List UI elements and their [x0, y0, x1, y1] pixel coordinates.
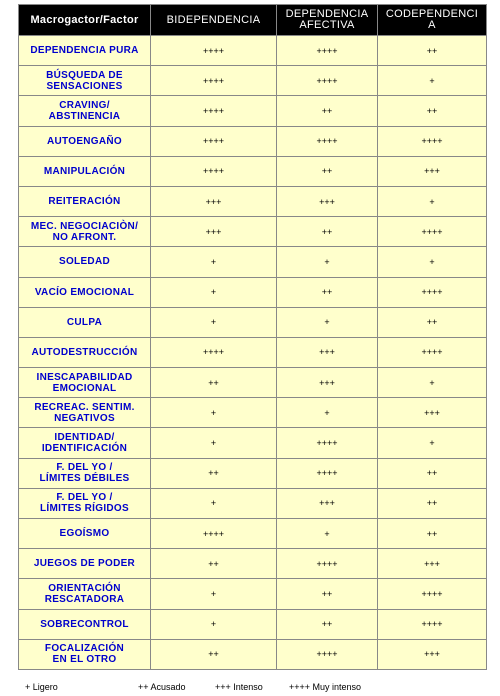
codependencia-value: +	[378, 186, 487, 216]
codependencia-value: +	[378, 428, 487, 458]
codependencia-value: +	[378, 66, 487, 96]
table-row	[19, 307, 487, 337]
bidependencia-value: ++++	[151, 519, 277, 549]
bidependencia-value: ++++	[151, 66, 277, 96]
header-codep-line1: CODEPENDENCI	[385, 8, 479, 20]
table-row	[19, 519, 487, 549]
table-row	[19, 639, 487, 669]
factor-label: NEGATIVOS	[54, 412, 115, 424]
table-row	[19, 398, 487, 428]
codependencia-value: +++	[378, 398, 487, 428]
factor-label: CULPA	[66, 316, 103, 328]
legend-ligero: + Ligero	[25, 682, 58, 692]
factor-label: VACÍO EMOCIONAL	[34, 286, 135, 298]
header-dep-line1: DEPENDENCIA	[285, 8, 369, 20]
dependencia-afectiva-value: ++++	[277, 549, 378, 579]
table-row	[19, 368, 487, 398]
codependencia-value: ++	[378, 458, 487, 488]
table-row	[19, 277, 487, 307]
header-factor-label: Macrogactor/Factor	[30, 13, 139, 26]
factor-cell	[19, 488, 151, 518]
factor-label: REITERACIÓN	[48, 196, 121, 208]
table-row	[19, 609, 487, 639]
bidependencia-value: +++	[151, 217, 277, 247]
factor-label: ORIENTACIÓN	[48, 582, 121, 594]
factor-label: SOLEDAD	[59, 256, 110, 268]
bidependencia-value: +	[151, 579, 277, 609]
dependencia-afectiva-value: +	[277, 247, 378, 277]
table-row	[19, 247, 487, 277]
factor-cell	[19, 609, 151, 639]
factor-cell	[19, 277, 151, 307]
header-dep-line2: AFECTIVA	[299, 19, 355, 31]
bidependencia-value: ++++	[151, 96, 277, 126]
factor-cell	[19, 368, 151, 398]
factor-label: MANIPULACIÓN	[43, 165, 126, 177]
codependencia-value: ++++	[378, 579, 487, 609]
codependencia-value: ++++	[378, 277, 487, 307]
bidependencia-value: +	[151, 609, 277, 639]
factor-label: EN EL OTRO	[52, 654, 117, 666]
codependencia-value: ++	[378, 96, 487, 126]
factor-label: BÚSQUEDA DE	[46, 69, 123, 81]
bidependencia-value: ++	[151, 549, 277, 579]
factor-cell	[19, 186, 151, 216]
codependencia-value: ++++	[378, 609, 487, 639]
legend-intenso: +++ Intenso	[215, 682, 263, 692]
table-row	[19, 126, 487, 156]
bidependencia-value: +	[151, 277, 277, 307]
table-row	[19, 579, 487, 609]
factor-cell	[19, 337, 151, 367]
dependencia-afectiva-value: +++	[277, 337, 378, 367]
factor-cell	[19, 217, 151, 247]
factor-label: LÍMITES RÍGIDOS	[40, 503, 129, 515]
header-dependencia-afectiva	[277, 5, 378, 36]
factor-label: DEPENDENCIA PURA	[30, 45, 139, 57]
factor-label: INESCAPABILIDAD	[36, 371, 133, 383]
header-bidependencia	[151, 5, 277, 36]
codependencia-value: ++++	[378, 217, 487, 247]
factor-cell	[19, 639, 151, 669]
factor-label: AUTOENGAÑO	[46, 135, 123, 147]
codependencia-value: +	[378, 368, 487, 398]
dependencia-afectiva-value: +	[277, 307, 378, 337]
factor-cell	[19, 247, 151, 277]
table-row	[19, 549, 487, 579]
bidependencia-value: ++	[151, 368, 277, 398]
factor-label: SENSACIONES	[46, 80, 123, 92]
codependencia-value: ++++	[378, 126, 487, 156]
bidependencia-value: ++++	[151, 156, 277, 186]
dependencia-afectiva-value: ++	[277, 609, 378, 639]
codependencia-value: +++	[378, 549, 487, 579]
factor-label: IDENTIDAD/	[54, 432, 115, 444]
dependencia-afectiva-value: ++++	[277, 66, 378, 96]
factor-label: FOCALIZACIÓN	[44, 643, 125, 655]
codependencia-value: +++	[378, 156, 487, 186]
table-body	[19, 36, 487, 670]
codependencia-value: +	[378, 247, 487, 277]
factor-cell	[19, 579, 151, 609]
dependencia-afectiva-value: ++	[277, 217, 378, 247]
factor-label: ABSTINENCIA	[48, 110, 121, 122]
dependencia-afectiva-value: ++++	[277, 36, 378, 66]
bidependencia-value: ++++	[151, 126, 277, 156]
bidependencia-value: ++++	[151, 36, 277, 66]
factor-cell	[19, 398, 151, 428]
bidependencia-value: +	[151, 488, 277, 518]
factor-label: SOBRECONTROL	[40, 618, 129, 630]
table-row	[19, 458, 487, 488]
table-row	[19, 96, 487, 126]
codependencia-value: ++	[378, 488, 487, 518]
header-factor	[19, 5, 151, 36]
dependencia-afectiva-value: ++++	[277, 428, 378, 458]
factor-label: MEC. NEGOCIACIÒN/	[30, 220, 139, 232]
factor-label: LÍMITES DÉBILES	[39, 473, 130, 485]
header-codependencia	[378, 5, 487, 36]
dependencia-afectiva-value: +	[277, 519, 378, 549]
factor-label: EGOÍSMO	[59, 528, 110, 540]
bidependencia-value: +	[151, 247, 277, 277]
table-row	[19, 66, 487, 96]
dependencia-afectiva-value: +	[277, 398, 378, 428]
factor-label: RESCATADORA	[44, 593, 125, 605]
bidependencia-value: ++	[151, 458, 277, 488]
factor-cell	[19, 36, 151, 66]
dependencia-afectiva-value: ++	[277, 96, 378, 126]
factor-label: RECREAC. SENTIM.	[34, 401, 135, 413]
header-codep-line2: A	[428, 19, 436, 31]
bidependencia-value: +	[151, 428, 277, 458]
dependencia-afectiva-value: +++	[277, 368, 378, 398]
bidependencia-value: +	[151, 307, 277, 337]
dependencia-afectiva-value: ++	[277, 156, 378, 186]
legend-acusado: ++ Acusado	[138, 682, 186, 692]
bidependencia-value: ++	[151, 639, 277, 669]
codependencia-value: ++	[378, 36, 487, 66]
table-row	[19, 217, 487, 247]
factor-cell	[19, 307, 151, 337]
factor-cell	[19, 428, 151, 458]
factor-cell	[19, 549, 151, 579]
table-row	[19, 428, 487, 458]
dependencia-afectiva-value: ++++	[277, 126, 378, 156]
codependencia-value: ++	[378, 307, 487, 337]
factor-label: JUEGOS DE PODER	[33, 558, 136, 570]
factor-label: AUTODESTRUCCIÓN	[31, 346, 138, 358]
table-row	[19, 186, 487, 216]
factor-cell	[19, 96, 151, 126]
dependencia-afectiva-value: +++	[277, 488, 378, 518]
bidependencia-value: ++++	[151, 337, 277, 367]
factor-label: CRAVING/	[59, 99, 110, 111]
dependencia-afectiva-value: ++++	[277, 458, 378, 488]
factor-table	[18, 4, 487, 670]
factor-label: IDENTIFICACIÓN	[41, 443, 128, 455]
factor-cell	[19, 458, 151, 488]
table-row	[19, 156, 487, 186]
table-row	[19, 337, 487, 367]
factor-label: F. DEL YO /	[56, 462, 113, 474]
dependencia-afectiva-value: ++++	[277, 639, 378, 669]
header-bidependencia-label: BIDEPENDENCIA	[166, 13, 261, 26]
factor-label: NO AFRONT.	[52, 231, 117, 243]
dependencia-afectiva-value: ++	[277, 277, 378, 307]
legend-muy-intenso: ++++ Muy intenso	[289, 682, 362, 692]
table-row	[19, 36, 487, 66]
factor-cell	[19, 126, 151, 156]
factor-cell	[19, 519, 151, 549]
factor-cell	[19, 156, 151, 186]
header-row	[19, 5, 487, 36]
codependencia-value: ++++	[378, 337, 487, 367]
bidependencia-value: +	[151, 398, 277, 428]
codependencia-value: +++	[378, 639, 487, 669]
factor-label: EMOCIONAL	[52, 382, 117, 394]
bidependencia-value: +++	[151, 186, 277, 216]
codependencia-value: ++	[378, 519, 487, 549]
table-row	[19, 488, 487, 518]
legend	[25, 682, 495, 694]
factor-cell	[19, 66, 151, 96]
dependencia-afectiva-value: ++	[277, 579, 378, 609]
dependencia-afectiva-value: +++	[277, 186, 378, 216]
factor-label: F. DEL YO /	[56, 492, 113, 504]
